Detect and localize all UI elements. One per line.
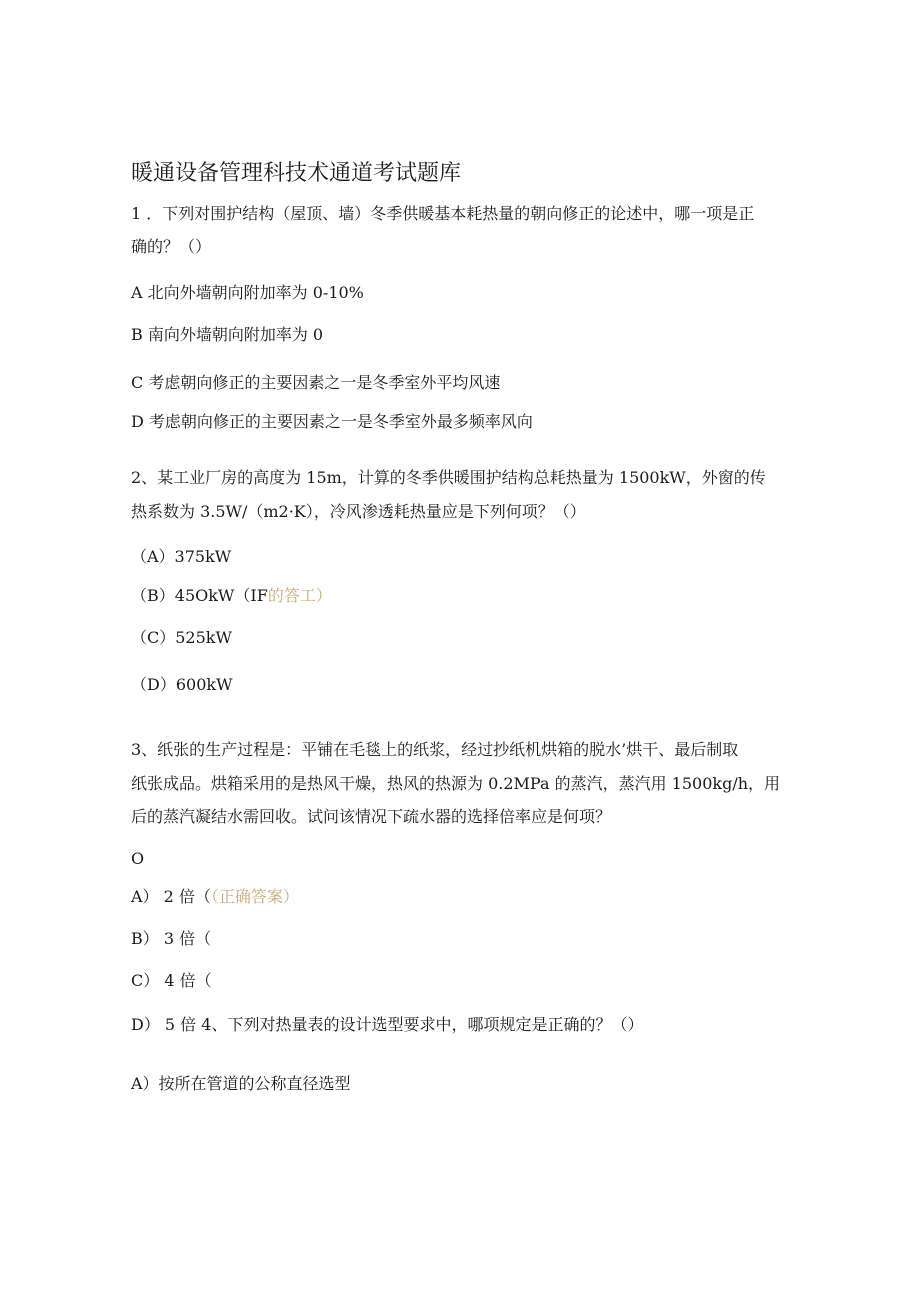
question-2-stem-line-1: 2、某工业厂房的高度为 15m，计算的冬季供暖围护结构总耗热量为 1500kW，外窗的传 xyxy=(131,468,766,487)
question-3-option-a xyxy=(131,887,299,907)
question-3-stem-line-1: 3、纸张的生产过程是：平铺在毛毯上的纸浆，经过抄纸机烘箱的脱水’烘干、最后制取 xyxy=(131,740,739,759)
question-2-option-a: （A）375kW xyxy=(131,547,232,566)
question-1-option-b: B 南向外墙朝向附加率为 0 xyxy=(131,325,324,344)
question-4-option-a: A）按所在管道的公称直径选型 xyxy=(131,1074,351,1093)
question-1-option-d: D 考虑朝向修正的主要因素之一是冬季室外最多频率风向 xyxy=(131,412,533,431)
question-2-option-b-mark: 的答工） xyxy=(267,586,332,605)
question-3-option-d: D） 5 倍 4、下列对热量表的设计选型要求中，哪项规定是正确的？（） xyxy=(131,1015,644,1034)
question-3-option-b: B） 3 倍（ xyxy=(131,929,212,948)
question-3-option-c: C） 4 倍（ xyxy=(131,971,212,990)
question-2-option-d: （D）600kW xyxy=(131,675,233,694)
question-3-option-a-text: A） 2 倍（ xyxy=(131,887,211,906)
question-1-stem-line-2: 确的？（） xyxy=(131,237,212,256)
question-2-option-b-text: （B）45OkW（IF xyxy=(131,586,268,605)
question-2-stem-line-2: 热系数为 3.5W/（m2·K），冷风渗透耗热量应是下列何项？（） xyxy=(131,502,586,521)
question-3-stem-line-4: O xyxy=(131,849,145,868)
question-3-stem-line-3: 后的蒸汽凝结水需回收。试问该情况下疏水器的选择倍率应是何项？ xyxy=(131,807,612,826)
question-1-option-a: A 北向外墙朝向附加率为 0-10% xyxy=(131,283,364,302)
question-3-option-a-mark: （正确答案） xyxy=(210,887,299,906)
document-title: 暖通设备管理科技术通道考试题库 xyxy=(131,161,462,186)
question-3-stem-line-2: 纸张成品。烘箱采用的是热风干燥，热风的热源为 0.2MPa 的蒸汽，蒸汽用 1500kg/h，用 xyxy=(131,774,781,793)
question-2-option-b xyxy=(131,586,332,606)
question-1-stem-line-1: 1 ．下列对围护结构（屋顶、墙）冬季供暖基本耗热量的朝向修正的论述中，哪一项是正 xyxy=(131,204,755,223)
question-2-option-c: （C）525kW xyxy=(131,628,232,647)
question-1-option-c: C 考虑朝向修正的主要因素之一是冬季室外平均风速 xyxy=(131,373,501,392)
